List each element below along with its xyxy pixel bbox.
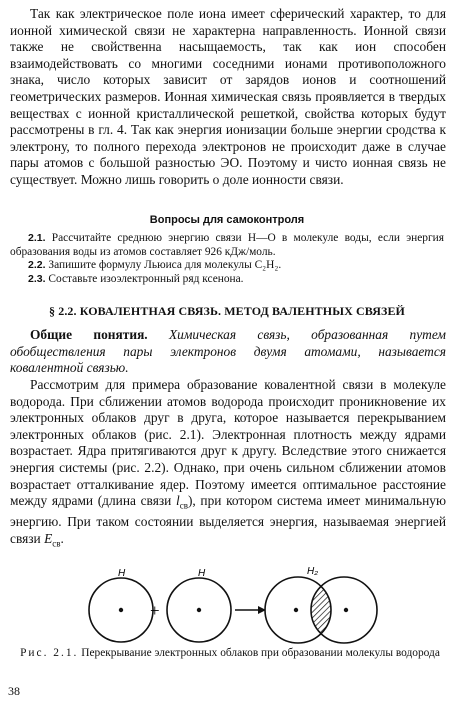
plus-sign: + (150, 601, 160, 620)
para2-text2: ), при котором система имеет минимальную энергию. При таком состоянии выделяется энергия, называемая энергией связи (10, 493, 446, 547)
question-number: 2.3. (28, 273, 46, 285)
question-text: Составьте изоэлектронный ряд ксенона. (48, 273, 244, 285)
nucleus-atom-1 (119, 608, 123, 612)
question-number: 2.2. (28, 259, 46, 271)
figure-caption (20, 647, 440, 661)
question-item (10, 232, 444, 259)
atom-label-h: H (198, 568, 206, 579)
question-item (10, 273, 444, 287)
page-number: 38 (8, 684, 20, 698)
bond-energy-symbol: E (44, 531, 53, 547)
general-lead: Общие понятия. (30, 327, 148, 342)
section-title: § 2.2. КОВАЛЕНТНАЯ СВЯЗЬ. МЕТОД ВАЛЕНТНЫХ СВЯЗЕЙ (49, 304, 405, 318)
molecule-label-h2: H₂ (307, 566, 319, 577)
question-text: Запишите формулу Льюиса для молекулы C₂H₂. (48, 259, 282, 271)
question-text: Рассчитайте среднюю энергию связи Н—О в молекуле воды, если энергия образования воды из атомов составляет 926 кДж/моль. (10, 232, 444, 258)
caption-prefix: Рис. 2.1. (20, 647, 79, 659)
figure-electron-overlap (0, 562, 454, 654)
bond-length-subscript: св (179, 500, 188, 511)
nucleus-molecule-left (294, 608, 298, 612)
paragraph-ionic-bond: Так как электрическое поле иона имеет сферический характер, то для ионной химической связи не характерна направленность. Ионной связи также не свойственна насыщаемость, так как ион способен взаимодействовать со многими соседними ионами противоположного знака, число которых зависит от зарядов ионов и соотношений геометрических размеров. Ионная химическая связь проявляется в твердых веществах с ионной кристаллической решеткой, свойства которых будут рассмотрены в гл. 4. Так как энергия ионизации больше энергии сродства к электрону, то полного перехода электронов не происходит даже в случае пары атомов с большой разностью ЭО. Поэтому и чисто ионная связь не существует. Можно лишь говорить о доле ионности связи. (10, 6, 446, 187)
bond-energy-subscript: св (52, 538, 61, 549)
question-item (10, 259, 444, 273)
paragraph-general-concepts (10, 327, 446, 377)
nucleus-atom-2 (197, 608, 201, 612)
question-number: 2.1. (28, 232, 46, 244)
covalent-definition: Химическая связь, образованная путем обобществления пары электронов двумя атомами, называется ковалентной связью. (10, 327, 446, 376)
para2-text: Рассмотрим для примера образование ковалентной связи в молекуле водорода. При сближении атомов водорода происходит проникновение их электронных облаков друг в друга, которое называется перекрыванием электронных облаков (рис. 2.1). Электронная плотность между ядрами возрастает. Ядра притягиваются друг к другу. Вследствие этого снижается энергия системы (рис. 2.2). Однако, при очень сильном сближении атомов возрастает отталкивание ядер. Поэтому имеется оптимальное расстояние между ядрами (длина связи (10, 377, 446, 509)
questions-heading: Вопросы для самоконтроля (149, 214, 305, 226)
paragraph-hydrogen-example (10, 377, 446, 552)
para2-end: . (60, 531, 64, 547)
bond-length-symbol: l (175, 493, 180, 509)
nucleus-molecule-right (344, 608, 348, 612)
caption-text: Перекрывание электронных облаков при образовании молекулы водорода (81, 647, 440, 659)
atom-label-h: H (118, 568, 126, 579)
